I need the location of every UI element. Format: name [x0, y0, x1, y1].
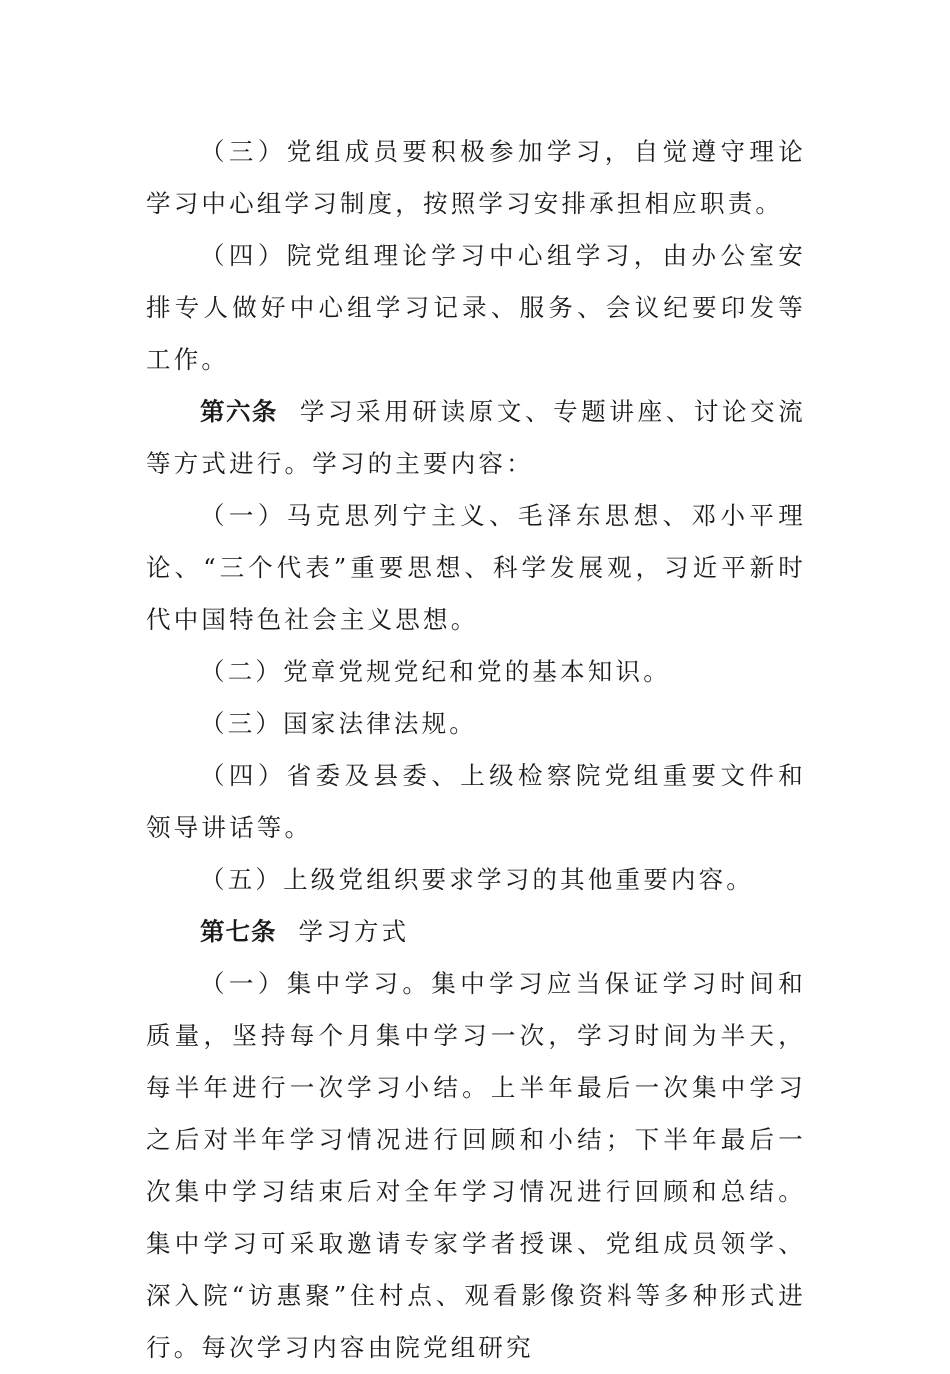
content-item-5-other: （五）上级党组织要求学习的其他重要内容。	[200, 865, 754, 894]
article-6-heading: 第六条	[200, 397, 278, 426]
article-7-text: 学习方式	[298, 917, 410, 946]
article-6-text: 学习采用研读原文、专题讲座、讨论交流等方式进行。学习的主要内容：	[146, 397, 806, 478]
content-item-1-theory: （一）马克思列宁主义、毛泽东思想、邓小平理论、“三个代表”重要思想、科学发展观，习近平新时代中国特色社会主义思想。	[146, 501, 806, 634]
content-item-2-party-rules: （二）党章党规党纪和党的基本知识。	[200, 657, 671, 686]
document-page	[146, 126, 806, 1374]
article-6	[146, 386, 806, 490]
content-item-3-laws: （三）国家法律法规。	[200, 709, 477, 738]
paragraph-3-members-duty: （三）党组成员要积极参加学习，自觉遵守理论学习中心组学习制度，按照学习安排承担相应职责。	[146, 137, 806, 218]
method-item-1-centralized-study: （一）集中学习。集中学习应当保证学习时间和质量，坚持每个月集中学习一次，学习时间为半天，每半年进行一次学习小结。上半年最后一次集中学习之后对半年学习情况进行回顾和小结；下半年最后一次集中学习结束后对全年学习情况进行回顾和总结。集中学习可采取邀请专家学者授课、党组成员领学、深入院“访惠聚”住村点、观看影像资料等多种形式进行。每次学习内容由院党组研究	[146, 969, 806, 1362]
article-7	[146, 906, 806, 958]
content-item-4-documents: （四）省委及县委、上级检察院党组重要文件和领导讲话等。	[146, 761, 806, 842]
paragraph-4-office-record: （四）院党组理论学习中心组学习，由办公室安排专人做好中心组学习记录、服务、会议纪要印发等工作。	[146, 241, 806, 374]
article-7-heading: 第七条	[200, 917, 277, 946]
